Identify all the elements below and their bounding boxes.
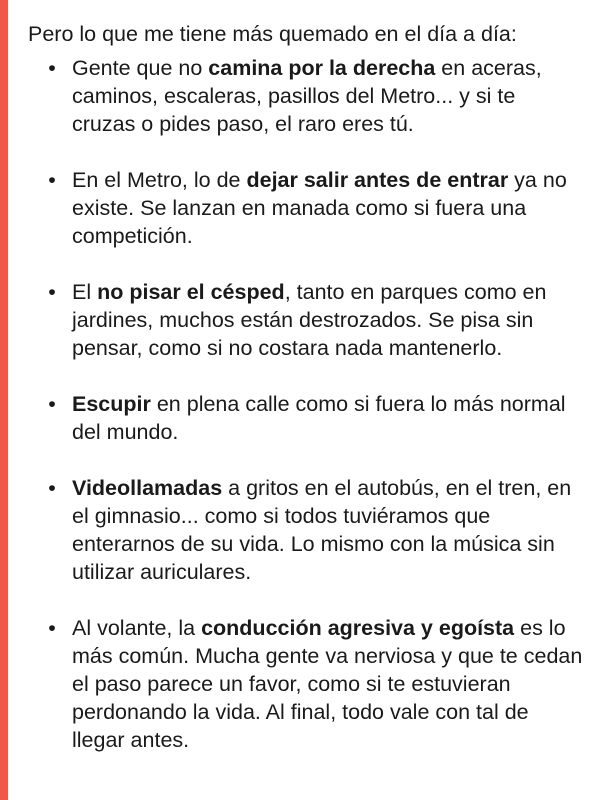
item-text-bold: Videollamadas xyxy=(72,476,223,500)
item-text-bold: camina por la derecha xyxy=(208,56,436,80)
bullet-icon: • xyxy=(48,616,56,640)
item-text-post: es lo más común. Mucha gente va nerviosa y que te cedan el paso parece un favor, como si te estuvieran perdonando la vida. Al final, todo vale con tal de llegar antes. xyxy=(72,616,583,752)
list-item-4 xyxy=(28,390,584,446)
item-text-pre: En el Metro, lo de xyxy=(72,168,247,192)
list-item-5 xyxy=(28,474,584,586)
bullet-icon: • xyxy=(48,280,56,304)
item-text-post: en aceras, caminos, escaleras, pasillos del Metro... y si te cruzas o pides paso, el raro eres tú. xyxy=(72,56,542,136)
item-text-post: en plena calle como si fuera lo más normal del mundo. xyxy=(72,392,566,444)
item-text-pre: El xyxy=(72,280,98,304)
item-text-bold: no pisar el césped xyxy=(97,280,285,304)
item-text-bold: conducción agresiva y egoísta xyxy=(201,616,515,640)
bullet-list xyxy=(28,54,584,754)
item-text-bold: dejar salir antes de entrar xyxy=(246,168,509,192)
item-text-pre: Al volante, la xyxy=(72,616,202,640)
list-item-6 xyxy=(28,614,584,754)
item-text-pre: Gente que no xyxy=(72,56,209,80)
bullet-icon: • xyxy=(48,56,56,80)
item-text-post: a gritos en el autobús, en el tren, en el gimnasio... como si todos tuviéramos que enterarnos de su vida. Lo mismo con la música sin utilizar auriculares. xyxy=(72,476,572,584)
intro-text: Pero lo que me tiene más quemado en el día a día: xyxy=(28,22,517,46)
left-accent-bar xyxy=(0,0,8,800)
document-body xyxy=(28,20,584,782)
bullet-icon: • xyxy=(48,392,56,416)
item-text-post: , tanto en parques como en jardines, muchos están destrozados. Se pisa sin pensar, como si no costara nada mantenerlo. xyxy=(72,280,547,360)
item-text-bold: Escupir xyxy=(72,392,151,416)
list-item-1 xyxy=(28,54,584,138)
bullet-icon: • xyxy=(48,168,56,192)
item-text-post: ya no existe. Se lanzan en manada como si fuera una competición. xyxy=(72,168,567,248)
list-item-2 xyxy=(28,166,584,250)
bullet-icon: • xyxy=(48,476,56,500)
list-item-3 xyxy=(28,278,584,362)
